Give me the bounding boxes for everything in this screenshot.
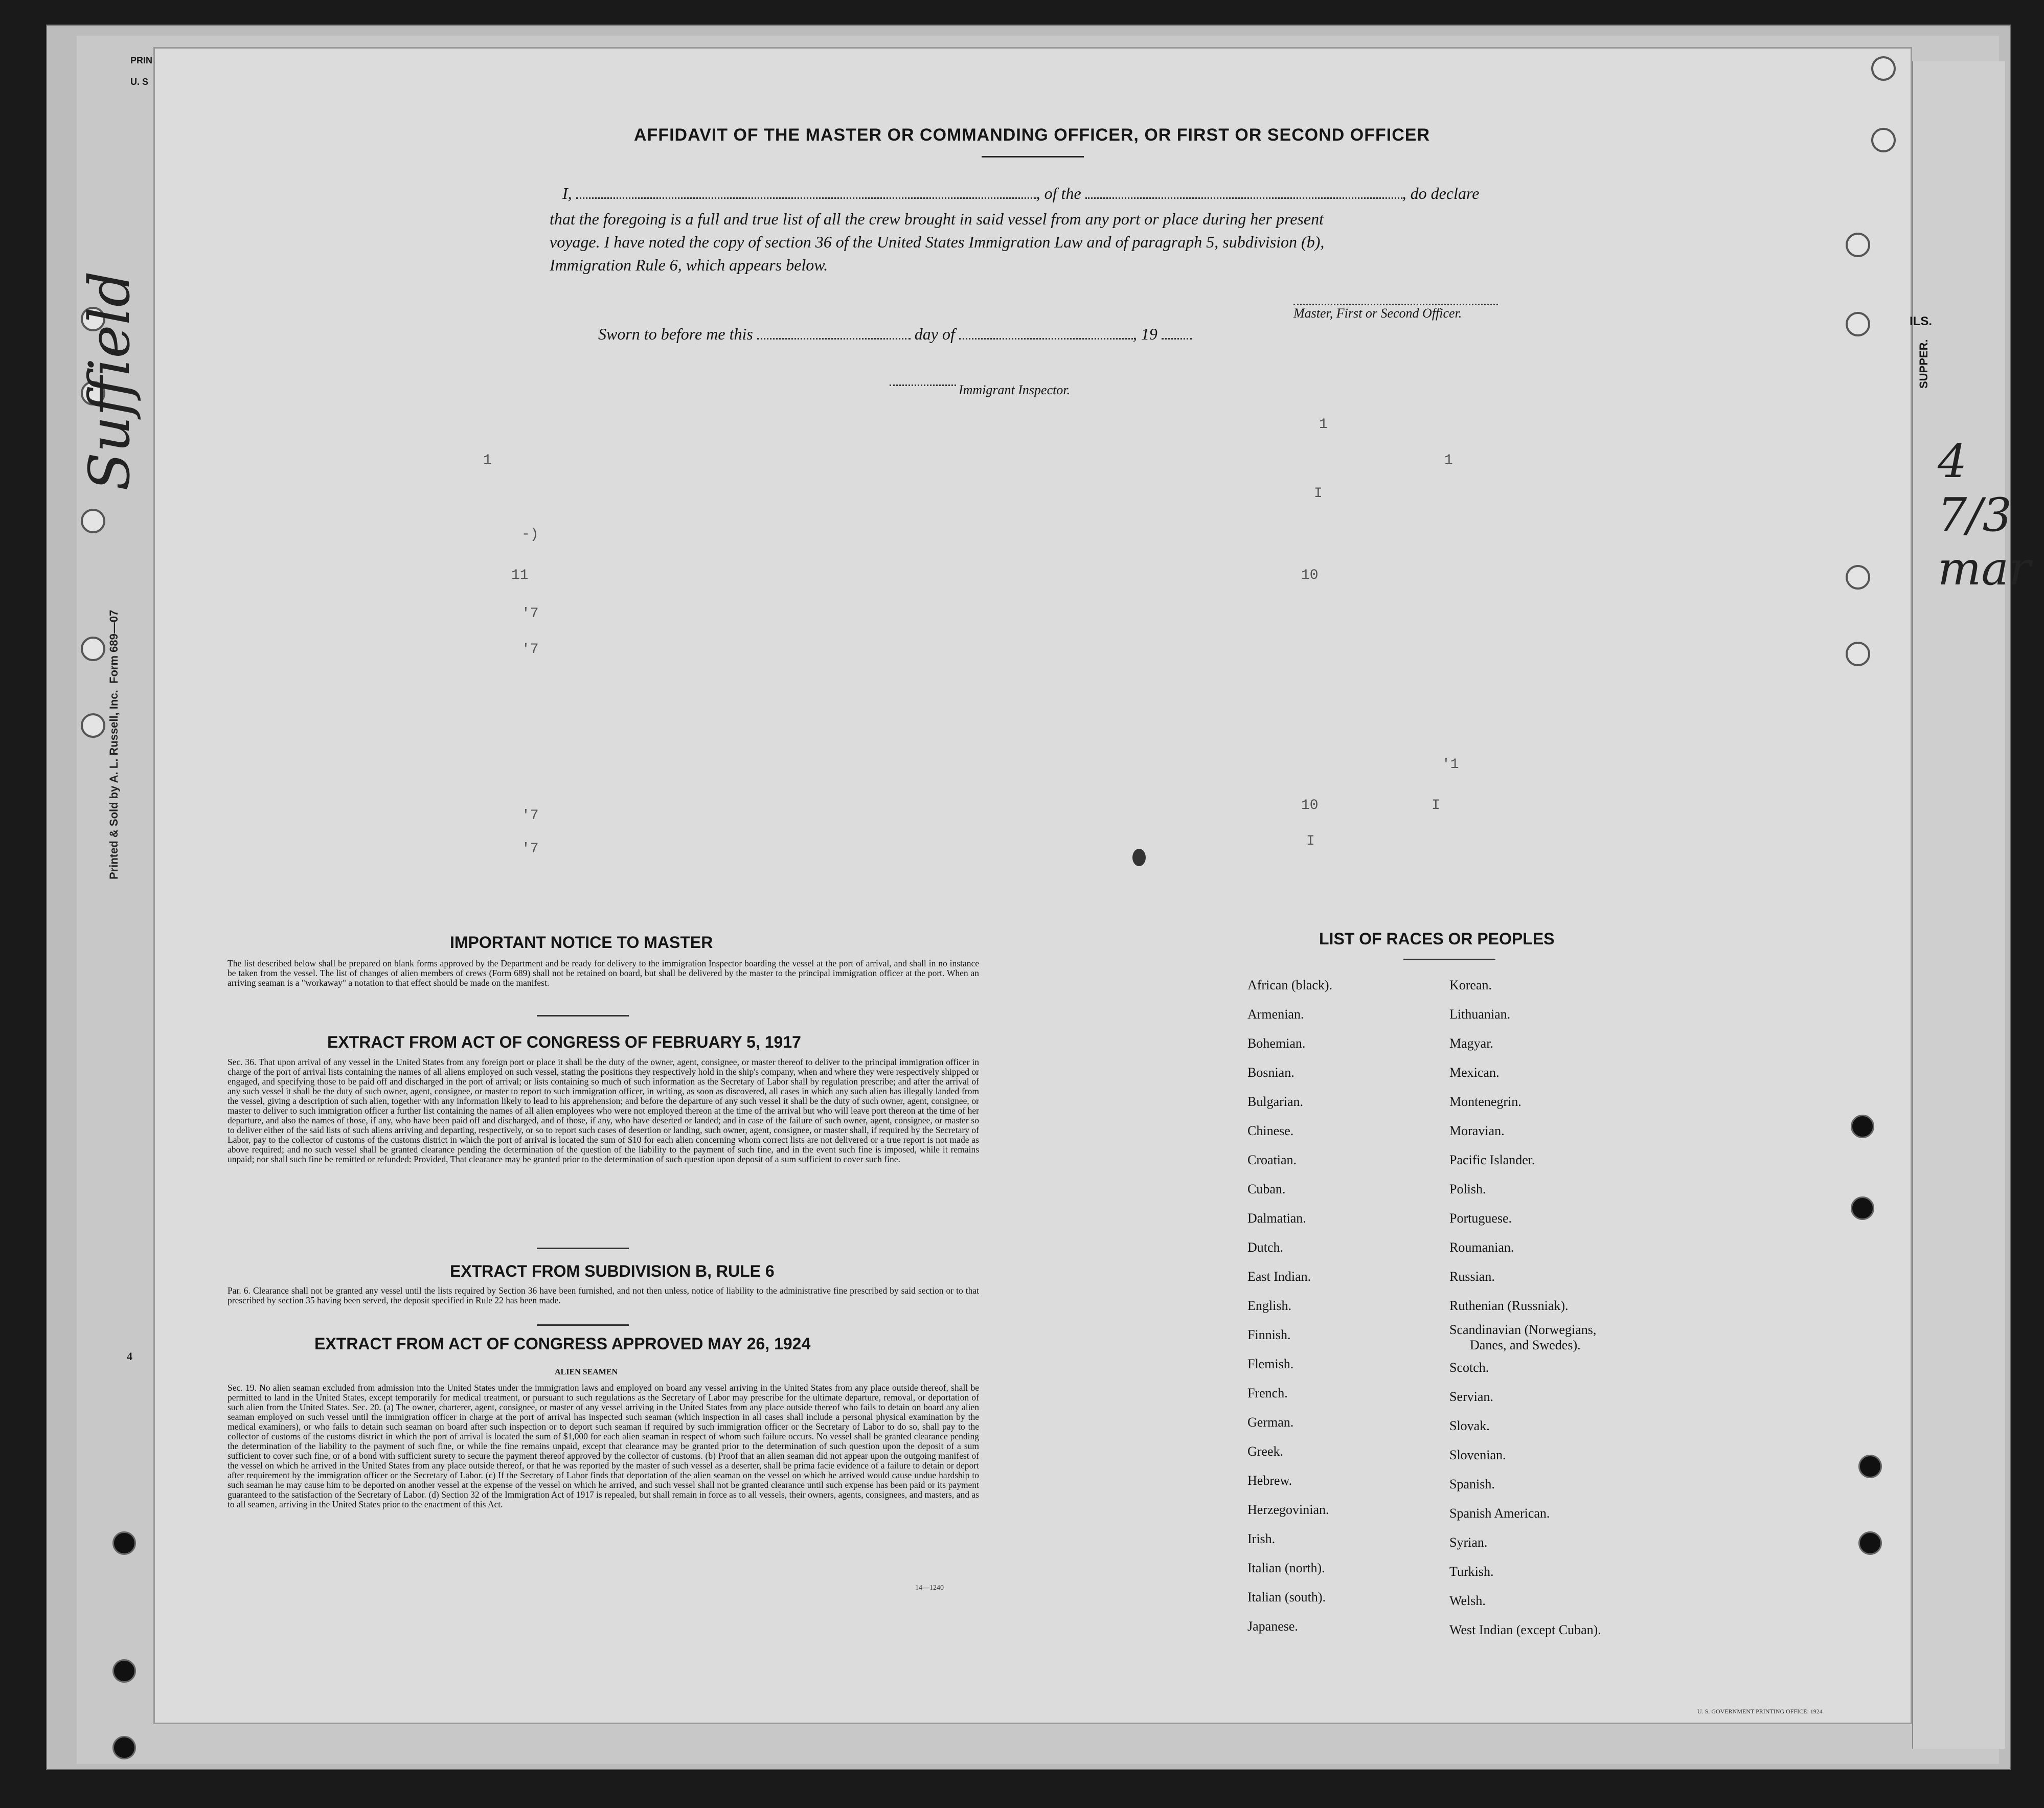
race-item: Cuban. xyxy=(1247,1182,1286,1196)
race-item: Montenegrin. xyxy=(1449,1094,1521,1109)
race-item: Roumanian. xyxy=(1449,1240,1514,1255)
printer-name: Printed & Sold by A. L. Russell, Inc. xyxy=(107,690,120,879)
bleed-mark: I xyxy=(1306,833,1315,849)
race-item: Pacific Islander. xyxy=(1449,1152,1535,1167)
race-item: Croatian. xyxy=(1247,1152,1297,1167)
bleed-mark: 10 xyxy=(1301,798,1319,813)
race-item: Italian (north). xyxy=(1247,1561,1325,1575)
vessel-label: , of the xyxy=(1036,184,1081,202)
race-item: Lithuanian. xyxy=(1449,1007,1511,1022)
races-title: LIST OF RACES OR PEOPLES xyxy=(1319,930,1555,948)
races-right-column xyxy=(1449,970,1601,1644)
bleed-mark: '7 xyxy=(521,841,539,857)
extract-1924-body: Sec. 19. No alien seaman excluded from admission into the United States under the immigration laws and employed on board any vessel arriving in the United States from any place outside thereof, shall be permitted to land in the United States, except temporarily for medical treatment, or pursuant to such regulations as the Secretary of Labor may prescribe for the ultimate departure, removal, or deportation of such alien from the United States. Sec. 20. (a) The owner, charterer, agent, consignee, or master of any vessel arriving in the United States from any place outside thereof who fails to detain on board any alien seaman employed on such vessel until the immigration officer in charge at the port of arrival has inspected such seaman (which inspection in all cases shall include a personal physical examination by the medical examiners), or who fails to detain such seaman on board after such inspection or to deport such seaman if required by such immigration officer or the Secretary of Labor to do so, shall pay to the collector of customs of the customs district in which the port of arrival is located the sum of $1,000 for each alien seaman in respect of whom such failure occurs. No vessel shall be granted clearance pending the determination of the liability to the payment of such fine, or while the fine remains unpaid, except that clearance may be granted prior to the determination of such question upon the deposit of a sum sufficient to cover such fine, or of a bond with sufficient surety to secure the payment thereof approved by the collector of customs. (b) Proof that an alien seaman did not appear upon the outgoing manifest of the vessel on which he arrived in the United States from any place outside thereof, or that he was reported by the master of such vessel as a deserter, shall be prima facie evidence of a failure to detain or deport after requirement by the immigration officer or the Secretary of Labor. (c) If the Secretary of Labor finds that deportation of the alien seaman on the vessel on which he arrived would cause undue hardship to such seaman he may cause him to be deported on another vessel at the expense of the vessel on which he arrived, and such vessel shall not be granted clearance until such expense has been paid or its payment guaranteed to the satisfaction of the Secretary of Labor. (d) Section 32 of the Immigration Act of 1917 is repealed, but shall remain in force as to all vessels, their owners, agents, consignees, and masters, and as to all seamen, arriving in the United States prior to the enactment of this Act. xyxy=(228,1383,979,1509)
bleed-mark: '7 xyxy=(521,642,539,658)
race-item: Armenian. xyxy=(1247,1007,1304,1022)
punch-hole xyxy=(81,713,105,738)
extract-rule6-title: EXTRACT FROM SUBDIVISION B, RULE 6 xyxy=(450,1262,775,1280)
race-item: German. xyxy=(1247,1415,1294,1430)
race-item: Slovenian. xyxy=(1449,1448,1506,1462)
race-item: Hebrew. xyxy=(1247,1473,1292,1488)
race-item: Moravian. xyxy=(1449,1123,1505,1138)
bleed-mark: '7 xyxy=(521,808,539,824)
vessel-blank[interactable] xyxy=(1085,185,1402,199)
title-rule xyxy=(982,156,1084,157)
punch-hole xyxy=(1846,642,1870,666)
bleed-mark: -) xyxy=(521,527,539,543)
edge-label-us: U. S xyxy=(130,77,149,87)
punch-hole xyxy=(112,1531,136,1555)
race-item: Slovak. xyxy=(1449,1418,1490,1433)
declarant-label: I, xyxy=(562,184,572,202)
race-item: Dutch. xyxy=(1247,1240,1284,1255)
signature-blank[interactable] xyxy=(1293,291,1498,305)
punch-hole xyxy=(1858,1531,1882,1555)
race-item: Bulgarian. xyxy=(1247,1094,1304,1109)
race-item: Chinese. xyxy=(1247,1123,1294,1138)
punch-hole xyxy=(1871,56,1896,81)
punch-hole xyxy=(1851,1115,1874,1138)
race-item: Mexican. xyxy=(1449,1065,1500,1080)
extract-rule6-body: Par. 6. Clearance shall not be granted any vessel until the lists required by Section 36 have been furnished, and not then unless, notice of liability to the administrative fine prescribed by said section or to that prescribed by section 35 having been served, the deposit specified in Rule 22 has been made. xyxy=(228,1285,979,1305)
bleed-mark: '1 xyxy=(1442,757,1459,773)
margin-digit: 4 xyxy=(127,1350,132,1363)
affidavit-body-3: Immigration Rule 6, which appears below. xyxy=(550,256,828,274)
race-item: Danes, and Swedes). xyxy=(1470,1338,1581,1352)
race-item: Portuguese. xyxy=(1449,1211,1512,1226)
declare-label: , do declare xyxy=(1402,184,1480,202)
column-heading: ILS. xyxy=(1910,314,1933,328)
races-left-column xyxy=(1247,970,1332,1641)
punch-hole xyxy=(1871,128,1896,152)
race-item: African (black). xyxy=(1247,978,1333,992)
bleed-mark: 10 xyxy=(1301,568,1319,583)
race-item: Japanese. xyxy=(1247,1619,1298,1634)
race-item: Korean. xyxy=(1449,978,1492,992)
year-blank[interactable] xyxy=(1162,326,1192,340)
race-item: Spanish American. xyxy=(1449,1506,1550,1521)
name-blank[interactable] xyxy=(576,185,1036,199)
race-item: Turkish. xyxy=(1449,1564,1494,1579)
race-item: Greek. xyxy=(1247,1444,1284,1459)
divider xyxy=(537,1324,629,1326)
race-item: East Indian. xyxy=(1247,1269,1311,1284)
race-item: Bohemian. xyxy=(1247,1036,1306,1051)
race-item: Finnish. xyxy=(1247,1327,1291,1342)
extract-1917-title: EXTRACT FROM ACT OF CONGRESS OF FEBRUARY 5, 1917 xyxy=(327,1033,801,1051)
race-item: Bosnian. xyxy=(1247,1065,1294,1080)
affidavit-body-1: that the foregoing is a full and true list of all the crew brought in said vessel from any port or place during her present xyxy=(550,210,1324,228)
punch-hole xyxy=(112,1736,136,1759)
punch-hole xyxy=(1851,1196,1874,1220)
punch-hole xyxy=(1858,1455,1882,1478)
printing-office-imprint: U. S. GOVERNMENT PRINTING OFFICE: 1924 xyxy=(1697,1708,1823,1715)
year-label: , 19 xyxy=(1132,325,1157,343)
races-divider xyxy=(1403,959,1495,960)
race-item: Polish. xyxy=(1449,1182,1486,1196)
declaration-line xyxy=(562,184,1479,203)
affidavit-title: AFFIDAVIT OF THE MASTER OR COMMANDING OFFICER, OR FIRST OR SECOND OFFICER xyxy=(634,125,1430,145)
inspector-label: Immigrant Inspector. xyxy=(959,382,1071,397)
ink-blot xyxy=(1132,849,1146,866)
race-item: Scotch. xyxy=(1449,1360,1489,1375)
printer-imprint xyxy=(107,610,121,879)
edge-label-top: PRIN xyxy=(130,55,153,65)
punch-hole xyxy=(1846,565,1870,590)
column-heading-supper: SUPPER. xyxy=(1917,339,1930,389)
race-item: English. xyxy=(1247,1298,1291,1313)
bleed-mark: 1 xyxy=(1444,453,1453,468)
bleed-mark: I xyxy=(1314,486,1323,502)
punch-hole xyxy=(1846,233,1870,257)
punch-hole xyxy=(112,1659,136,1683)
punch-hole xyxy=(81,509,105,533)
race-item: Welsh. xyxy=(1449,1593,1486,1608)
race-item: Herzegovinian. xyxy=(1247,1502,1329,1517)
day-blank[interactable] xyxy=(757,326,911,340)
race-item: Spanish. xyxy=(1449,1477,1495,1491)
bleed-mark: I xyxy=(1432,798,1440,813)
race-item: West Indian (except Cuban). xyxy=(1449,1622,1601,1637)
bleed-mark: '7 xyxy=(521,606,539,622)
divider xyxy=(537,1248,629,1249)
bleed-mark: 11 xyxy=(511,568,529,583)
notice-title: IMPORTANT NOTICE TO MASTER xyxy=(450,933,713,952)
inspector-blank[interactable] xyxy=(890,378,956,386)
bleed-mark: 1 xyxy=(1319,417,1328,433)
sworn-label: Sworn to before me this xyxy=(598,325,753,343)
punch-hole xyxy=(81,637,105,661)
day-of-label: day of xyxy=(914,325,955,343)
race-item: Dalmatian. xyxy=(1247,1211,1306,1226)
race-item: Flemish. xyxy=(1247,1357,1294,1371)
handwritten-margin-note: Suffield xyxy=(77,270,142,491)
race-item: French. xyxy=(1247,1386,1288,1400)
race-item: Irish. xyxy=(1247,1531,1276,1546)
handwritten-right-note: 4 7/3 mar xyxy=(1938,435,2031,596)
extract-1924-subtitle: ALIEN SEAMEN xyxy=(555,1368,618,1376)
bleed-mark: 1 xyxy=(483,453,492,468)
race-item: Magyar. xyxy=(1449,1036,1493,1051)
form-code: 14—1240 xyxy=(915,1584,944,1592)
extract-1917-body: Sec. 36. That upon arrival of any vessel in the United States from any foreign port or place it shall be the duty of the owner, agent, consignee, or master thereof to deliver to the principal immigration officer in charge of the port of arrival lists containing the names of all aliens employed on such vessel, stating the positions they respectively hold in the ship's company, when and where they were respectively shipped or engaged, and specifying those to be paid off and discharged in the port of arrival; or lists containing so much of such information as the Secretary of Labor shall by regulation prescribe; and after the arrival of any such vessel it shall be the duty of such owner, agent, consignee, or master to report to such immigration officer, in writing, as soon as discovered, all cases in which any such alien has illegally landed from the vessel, giving a description of such alien, together with any information likely to lead to his apprehension; and before the departure of any such vessel it shall be the duty of such owner, agent, consignee, or master to deliver to such immigration officer a further list containing the names of all alien employees who were not employed thereon at the time of the arrival but who will leave port thereon at the time of her departure, and also the names of those, if any, who have been paid off and discharged, and of those, if any, who have deserted or landed; and in case of the failure of such owner, agent, consignee, or master so to deliver either of the said lists of such aliens arriving and departing, respectively, or so to report such cases of desertion or landing, such owner, agent, consignee, or master shall, if required by the Secretary of Labor, pay to the collector of customs of the customs district in which the port of arrival is located the sum of $10 for each alien concerning whom correct lists are not delivered or a true report is not made as above required; and no such vessel shall be granted clearance pending the determination of the question of the liability to the payment of such fine, and in the event such fine is imposed, while it remains unpaid; nor shall such fine be remitted or refunded: Provided, That clearance may be granted prior to the determination of such question upon deposit of a sum sufficient to cover such fine. xyxy=(228,1057,979,1164)
race-item: Russian. xyxy=(1449,1269,1495,1284)
race-item: Italian (south). xyxy=(1247,1590,1326,1604)
race-item: Servian. xyxy=(1449,1389,1493,1404)
race-item: Scandinavian (Norwegians, xyxy=(1449,1322,1597,1337)
affidavit-body-2: voyage. I have noted the copy of section 36 of the United States Immigration Law and of paragraph 5, subdivision (b), xyxy=(550,233,1325,251)
sworn-line xyxy=(598,325,1192,344)
signature-label: Master, First or Second Officer. xyxy=(1293,306,1462,321)
divider xyxy=(537,1015,629,1016)
punch-hole xyxy=(1846,312,1870,336)
extract-1924-title: EXTRACT FROM ACT OF CONGRESS APPROVED MAY 26, 1924 xyxy=(314,1335,811,1353)
race-item: Ruthenian (Russniak). xyxy=(1449,1298,1569,1313)
notice-body: The list described below shall be prepared on blank forms approved by the Department and be ready for delivery to the immigration Inspector boarding the vessel at the port of arrival, and shall in no instance be taken from the vessel. The list of changes of alien members of crews (Form 689) shall not be retained on board, but shall be delivered by the master to the principal immigration officer at the port. When an arriving seaman is a "workaway" a notation to that effect should be made on the manifest. xyxy=(228,958,979,988)
race-item: Syrian. xyxy=(1449,1535,1488,1550)
month-blank[interactable] xyxy=(959,326,1133,340)
form-number: Form 689—07 xyxy=(107,609,120,684)
